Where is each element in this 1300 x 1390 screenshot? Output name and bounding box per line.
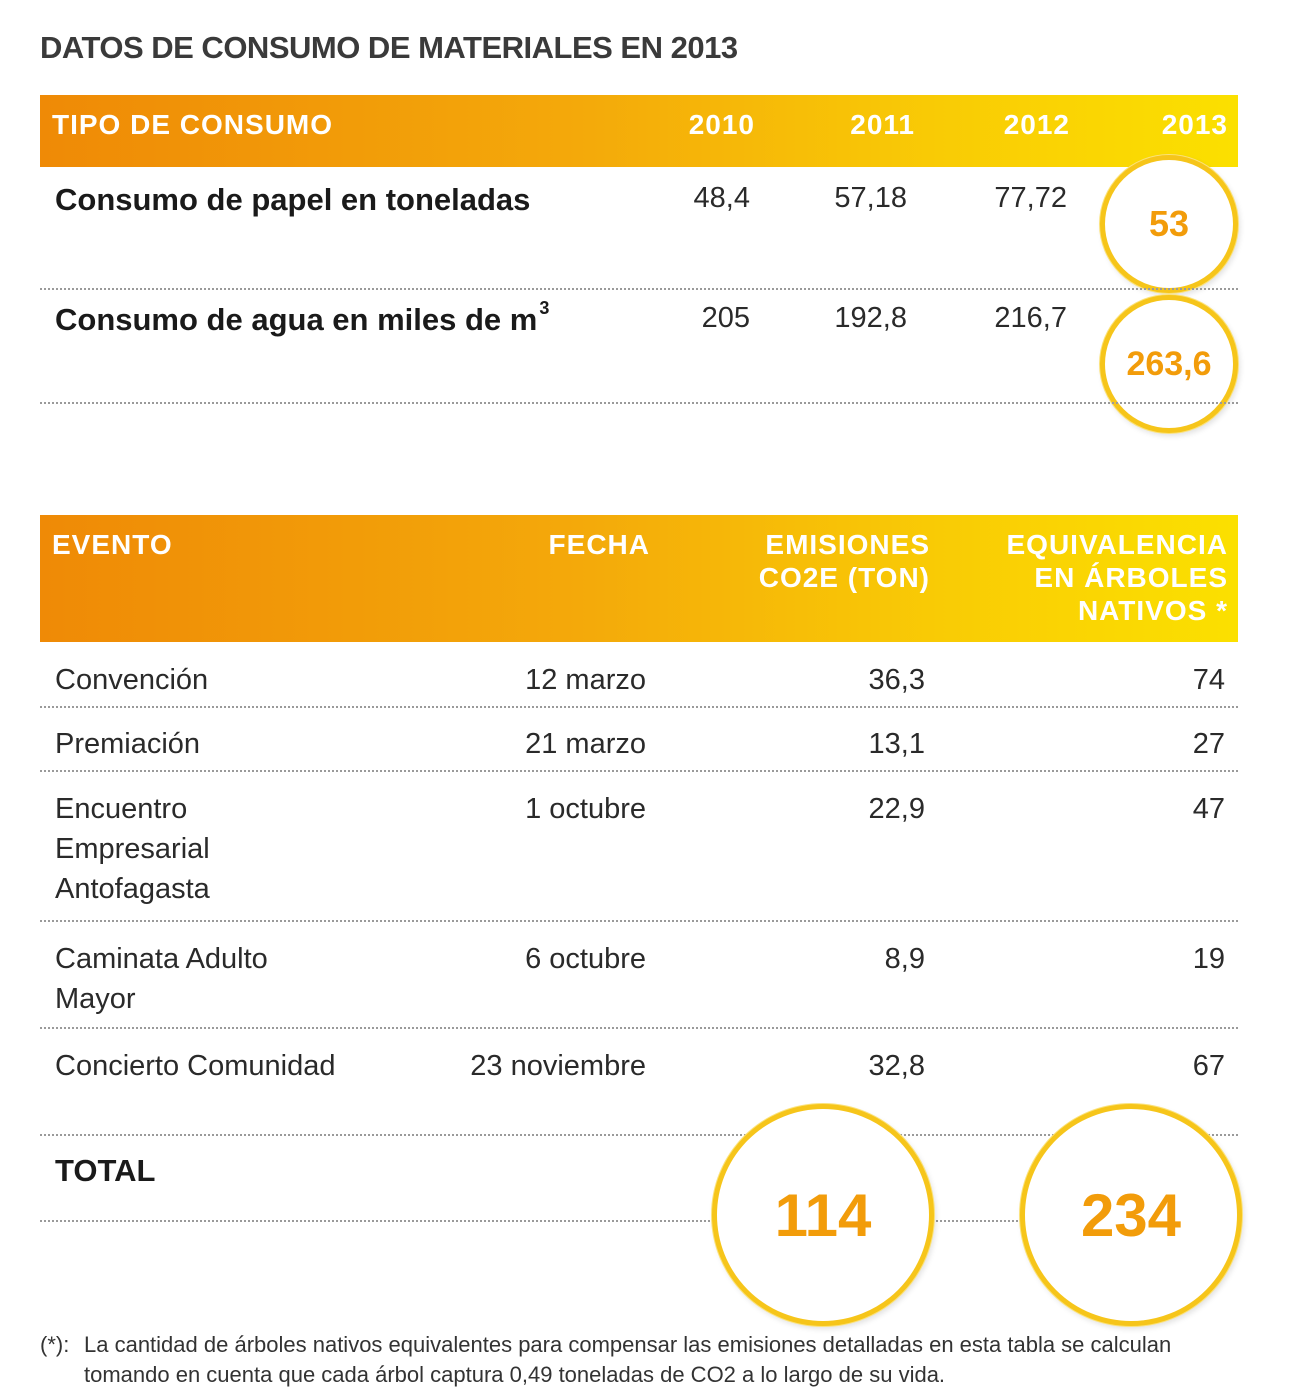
header-line: EMISIONES [765,529,930,560]
table2-cell-arboles: 47 [1192,793,1225,825]
row-divider [40,920,1238,922]
table2-cell-evento [55,939,268,1019]
table2-cell-emisiones: 36,3 [868,664,925,696]
evento-line: Caminata Adulto [55,943,268,975]
row-divider [40,706,1238,708]
header-line: EQUIVALENCIA [1006,529,1228,560]
footnote-line: La cantidad de árboles nativos equivalentes para compensar las emisiones detalladas en esta tabla se calculan [84,1332,1172,1357]
row-divider [40,770,1238,772]
table2-cell-evento [55,724,200,764]
row-divider [40,288,1238,290]
table1-row-label-text: Consumo de agua en miles de m [55,302,538,337]
total-arboles-circle [1020,1104,1242,1326]
table1-cell-2010: 205 [701,302,750,334]
table1-cell-2010: 48,4 [693,182,750,214]
table2-cell-fecha: 21 marzo [525,728,646,760]
highlight-circle-paper-2013 [1100,155,1238,293]
row-divider [40,402,1238,404]
table2-cell-fecha: 1 octubre [525,793,646,825]
table1-row-label: Consumo de papel en toneladas [55,182,531,217]
table2-cell-evento [55,660,208,700]
header-line: CO2E (TON) [758,562,930,593]
table1-cell-2013: 263,6 [1126,344,1212,383]
total-emisiones-value: 114 [774,1181,872,1249]
table2-header-fecha: FECHA [548,529,650,560]
table2-cell-arboles: 27 [1192,728,1225,760]
total-label: TOTAL [55,1153,156,1188]
table2-cell-emisiones: 8,9 [884,943,925,975]
header-line: EN ÁRBOLES [1034,562,1228,593]
evento-line: Antofagasta [55,873,210,905]
superscript: 3 [539,298,550,318]
table1-cell-2013: 53 [1148,203,1190,244]
total-emisiones-circle [712,1104,934,1326]
evento-line: Encuentro [55,793,188,825]
table2-header-evento: EVENTO [52,529,173,560]
evento-line: Premiación [55,728,201,760]
evento-line: Empresarial [55,833,210,865]
table2-cell-fecha: 6 octubre [525,943,646,975]
table1-row-label [55,298,550,338]
footnote-text [84,1330,1284,1390]
evento-line: Convención [55,664,209,696]
table2-cell-emisiones: 13,1 [868,728,925,760]
header-line: NATIVOS * [1077,595,1228,626]
table1-cell-2012: 216,7 [994,302,1067,334]
table2-header-emisiones [700,528,930,594]
table1-cell-2011: 57,18 [834,182,907,214]
table1-header-tipo: TIPO DE CONSUMO [52,109,334,140]
total-arboles-value: 234 [1080,1181,1182,1249]
table2-cell-emisiones: 22,9 [868,793,925,825]
table2-cell-fecha: 23 noviembre [470,1050,646,1082]
page-title: DATOS DE CONSUMO DE MATERIALES EN 2013 [40,30,738,65]
highlight-circle-water-2013 [1100,295,1238,433]
table2-cell-arboles: 67 [1192,1050,1225,1082]
footnote-marker: (*): [40,1332,70,1357]
table1-header-2011: 2011 [850,109,915,140]
table2-cell-evento [55,789,210,909]
table2-cell-arboles: 74 [1192,664,1225,696]
row-divider [40,1027,1238,1029]
table2-cell-arboles: 19 [1192,943,1225,975]
footnote-line: tomando en cuenta que cada árbol captura 0,49 toneladas de CO2 a lo largo de su vida. [84,1362,946,1387]
table1-header-2012: 2012 [1003,109,1070,140]
table1-cell-2011: 192,8 [834,302,907,334]
table1-header-2010: 2010 [688,109,755,140]
table2-header-equivalencia [960,528,1228,627]
table2-cell-fecha: 12 marzo [525,664,646,696]
table2-cell-emisiones: 32,8 [868,1050,925,1082]
table2-cell-evento [55,1046,335,1086]
evento-line: Concierto Comunidad [55,1050,336,1082]
evento-line: Mayor [55,983,136,1015]
table1-header-2013: 2013 [1161,109,1228,140]
table1-cell-2012: 77,72 [994,182,1067,214]
